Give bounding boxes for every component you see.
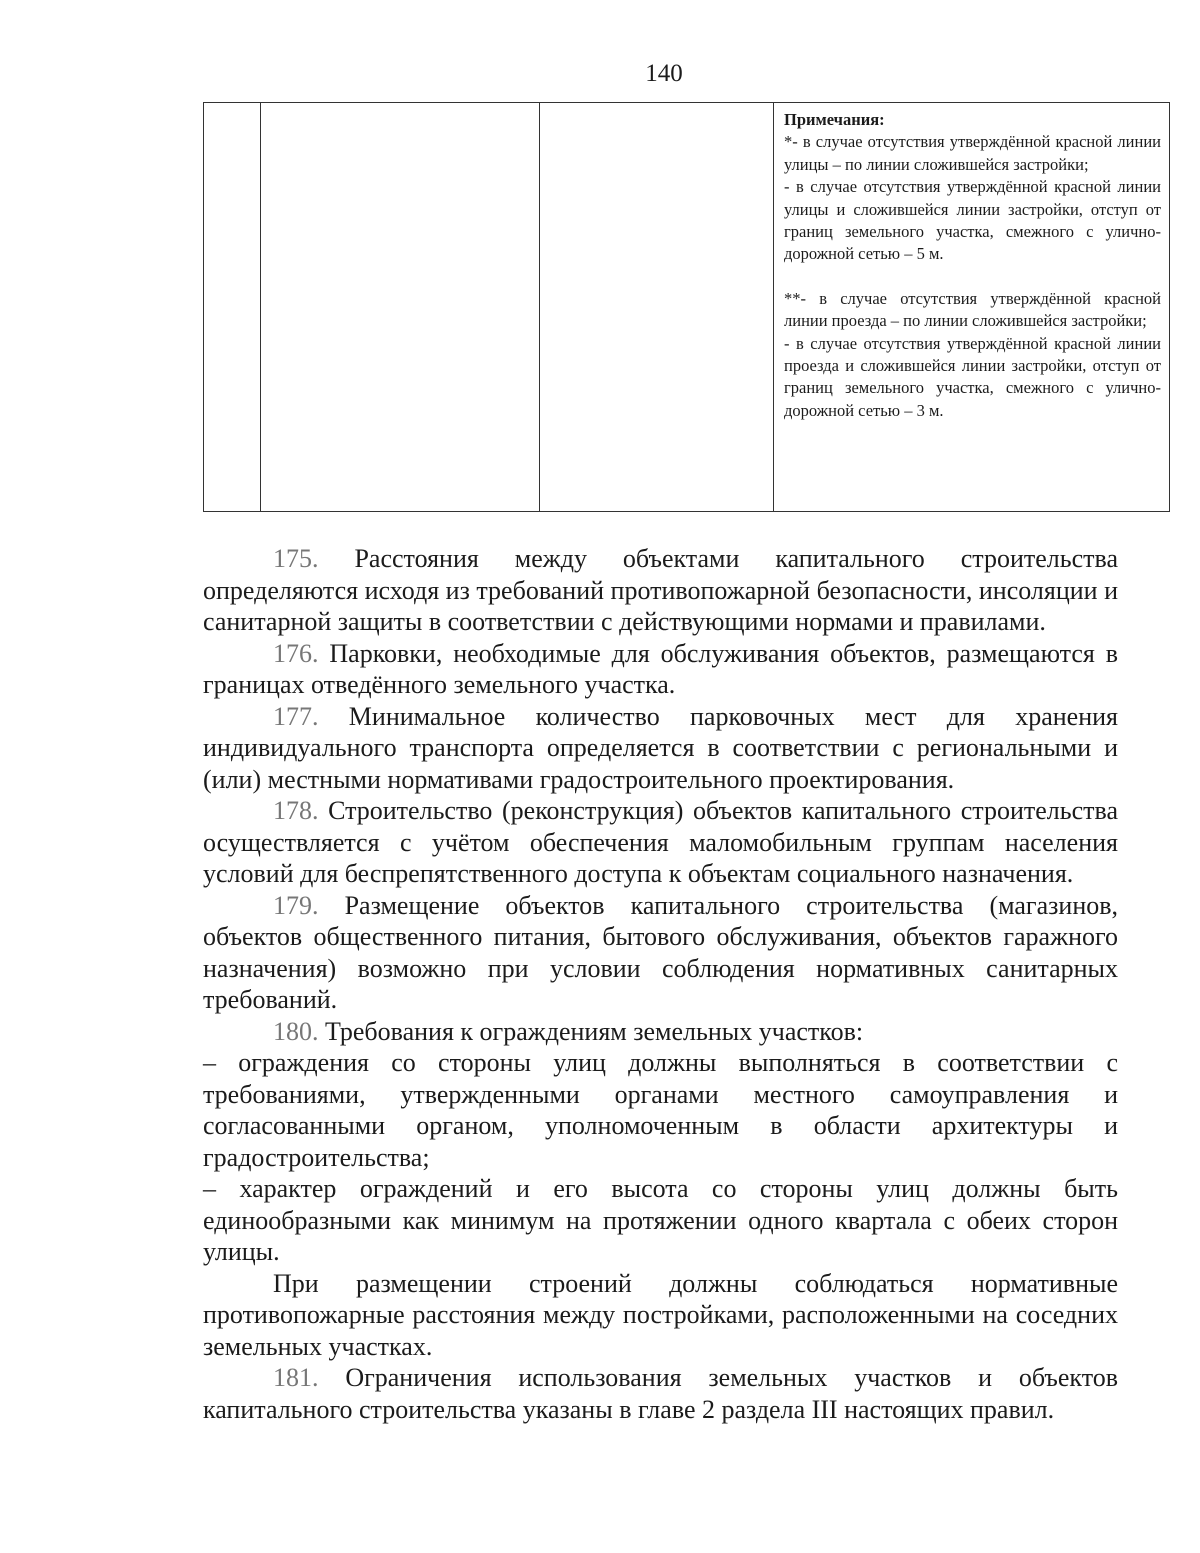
- empty-cell-3: [540, 103, 774, 512]
- empty-cell-1: [204, 103, 261, 512]
- paragraph-number: 179.: [273, 890, 319, 920]
- placement-note: При размещении строений должны соблюдаться нормативные противопожарные расстояния между постройками, расположенными на соседних земельных участках.: [203, 1268, 1118, 1361]
- empty-cell-2: [261, 103, 540, 512]
- note-spacer: [784, 266, 1161, 288]
- paragraph-number: 180.: [273, 1016, 319, 1046]
- paragraph-175: [203, 543, 1118, 638]
- note-line: **- в случае отсутствия утверждённой красной линии проезда – по линии сложившейся застройки;: [784, 288, 1161, 331]
- page-number: 140: [645, 60, 683, 87]
- paragraph-number: 175.: [273, 544, 319, 573]
- paragraph-number: 181.: [273, 1363, 319, 1392]
- paragraph-text: Расстояния между объектами капитального строительства определяются исходя из требований противопожарной безопасности, инсоляции и санитарной защиты в соответствии с действующими нормами и правилами.: [203, 544, 1119, 636]
- paragraph-text: Парковки, необходимые для обслуживания объектов, размещаются в границах отведённого земельного участка.: [203, 638, 1118, 699]
- paragraph-number: 178.: [273, 796, 319, 825]
- fence-requirement-2: – характер ограждений и его высота со стороны улиц должны быть единообразными как минимум на протяжении одного квартала с обеих сторон улицы.: [203, 1174, 1118, 1266]
- paragraph-text: Ограничения использования земельных участков и объектов капитального строительства указаны в главе 2 раздела III настоящих правил.: [203, 1363, 1118, 1424]
- notes-table: [203, 102, 1170, 512]
- notes-cell: [774, 103, 1170, 512]
- paragraph-text: Требования к ограждениям земельных участков:: [325, 1016, 864, 1046]
- paragraph-number: 176.: [273, 638, 319, 668]
- paragraph-179: [203, 890, 1118, 1016]
- paragraph-181: [203, 1362, 1118, 1425]
- note-line: - в случае отсутствия утверждённой красной линии проезда и сложившейся линии застройки, отступ от границ земельного участка, смежного с улично-дорожной сетью – 3 м.: [784, 333, 1161, 420]
- paragraph-number: 177.: [273, 701, 319, 731]
- paragraph-177: [203, 701, 1118, 796]
- paragraph-text: Строительство (реконструкция) объектов капитального строительства осуществляется с учётом обеспечения маломобильным группам населения условий для беспрепятственного доступа к объектам социального назначения.: [203, 796, 1119, 888]
- fence-requirement-1: – ограждения со стороны улиц должны выполняться в соответствии с требованиями, утвержденными органами местного самоуправления и согласованными органом, уполномоченным в области архитектуры и градостроительства;: [203, 1048, 1118, 1172]
- paragraph-180: [203, 1016, 1118, 1048]
- paragraph-176: [203, 638, 1118, 701]
- note-line: - в случае отсутствия утверждённой красной линии улицы и сложившейся линии застройки, отступ от границ земельного участка, смежного с улично-дорожной сетью – 5 м.: [784, 177, 1161, 264]
- note-line: *- в случае отсутствия утверждённой красной линии улицы – по линии сложившейся застройки;: [784, 132, 1161, 174]
- paragraph-178: [203, 795, 1118, 890]
- body-text: [203, 543, 1118, 1425]
- paragraph-text: Размещение объектов капитального строительства (магазинов, объектов общественного питания, бытового обслуживания, объектов гаражного назначения) возможно при условии соблюдения нормативных санитарных требований.: [203, 890, 1119, 1014]
- notes-heading: Примечания:: [784, 110, 885, 129]
- paragraph-text: Минимальное количество парковочных мест для хранения индивидуального транспорта определяется в соответствии с региональными и (или) местными нормативами градостроительного проектирования.: [203, 701, 1118, 794]
